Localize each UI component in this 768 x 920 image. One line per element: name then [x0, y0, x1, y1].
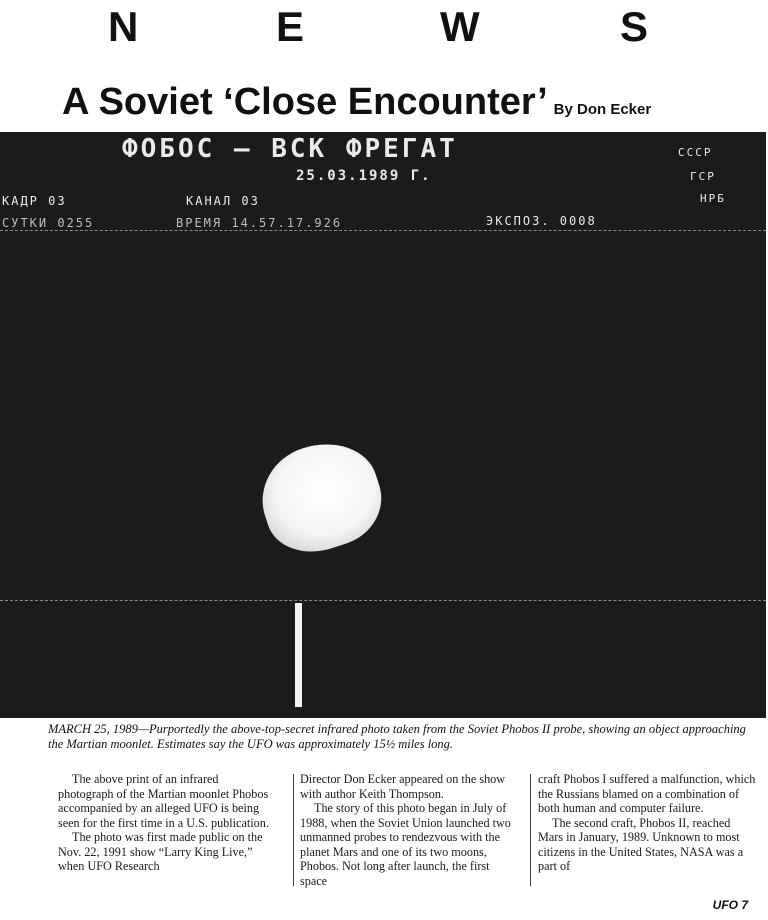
- photo-scanline-bottom: [0, 600, 766, 601]
- photo-day-label: СУТКИ 0255: [2, 216, 95, 230]
- article-title: A Soviet ‘Close Encounter’: [62, 81, 548, 123]
- photo-code-2: ГСР: [690, 170, 716, 183]
- photo-scanline-top: [0, 230, 766, 231]
- article-headline: [62, 80, 651, 132]
- infrared-photo: [0, 132, 766, 718]
- caption-text: Purportedly the above-top-secret infrared photo taken from the Soviet Phobos II probe, showing an object approaching the Martian moonlet. Estimates say the UFO was approximately 15½ miles long.: [48, 722, 746, 751]
- body-paragraph: The second craft, Phobos II, reached Mars in January, 1989. Unknown to most citizens in the United States, NASA was a part of: [538, 815, 744, 873]
- photo-code-3: НРБ: [700, 192, 726, 205]
- body-paragraph: The photo was first made public on the Nov. 22, 1991 show “Larry King Live,” when UFO Research: [58, 830, 263, 873]
- photo-frame-label: КАДР 03: [2, 194, 67, 208]
- photo-channel-label: КАНАЛ 03: [186, 194, 260, 208]
- phobos-moonlet-object: [249, 429, 393, 564]
- banner-letter-e: E: [276, 3, 305, 50]
- photo-title-line: ФОБОС — ВСК ФРЕГАТ: [122, 134, 458, 164]
- body-paragraph: The above print of an infrared photograph of the Martian moonlet Phobos accompanied by an alleged UFO is being seen for the first time in a U.S. publication.: [58, 772, 269, 830]
- photo-exposure-label: ЭКСПОЗ. 0008: [486, 214, 597, 228]
- photo-code-1: СССР: [678, 146, 713, 159]
- photo-time-label: ВРЕМЯ 14.57.17.926: [176, 216, 343, 230]
- page-number: UFO 7: [712, 898, 748, 912]
- column-divider: [530, 774, 531, 886]
- body-column-3: [538, 772, 756, 874]
- banner-letter-n: N: [108, 3, 139, 50]
- banner-letter-w: W: [440, 3, 480, 50]
- article-byline: By Don Ecker: [553, 101, 652, 118]
- body-column-1: [58, 772, 276, 874]
- body-column-2: [300, 772, 518, 888]
- column-divider: [293, 774, 294, 886]
- body-paragraph: Director Don Ecker appeared on the show with author Keith Thompson.: [300, 772, 506, 801]
- photo-date: 25.03.1989 Г.: [296, 168, 432, 184]
- banner-letter-s: S: [620, 3, 649, 50]
- caption-dateline: MARCH 25, 1989—: [48, 722, 150, 736]
- photo-caption: [48, 722, 760, 752]
- body-paragraph: The story of this photo began in July of 1988, when the Soviet Union launched two unmanned probes to rendezvous with the planet Mars and one of its two moons, Phobos. Not long after launch, the first space: [300, 801, 511, 888]
- body-paragraph: craft Phobos I suffered a malfunction, which the Russians blamed on a combination of both human and computer failure.: [538, 772, 756, 815]
- probe-boom: [295, 603, 302, 707]
